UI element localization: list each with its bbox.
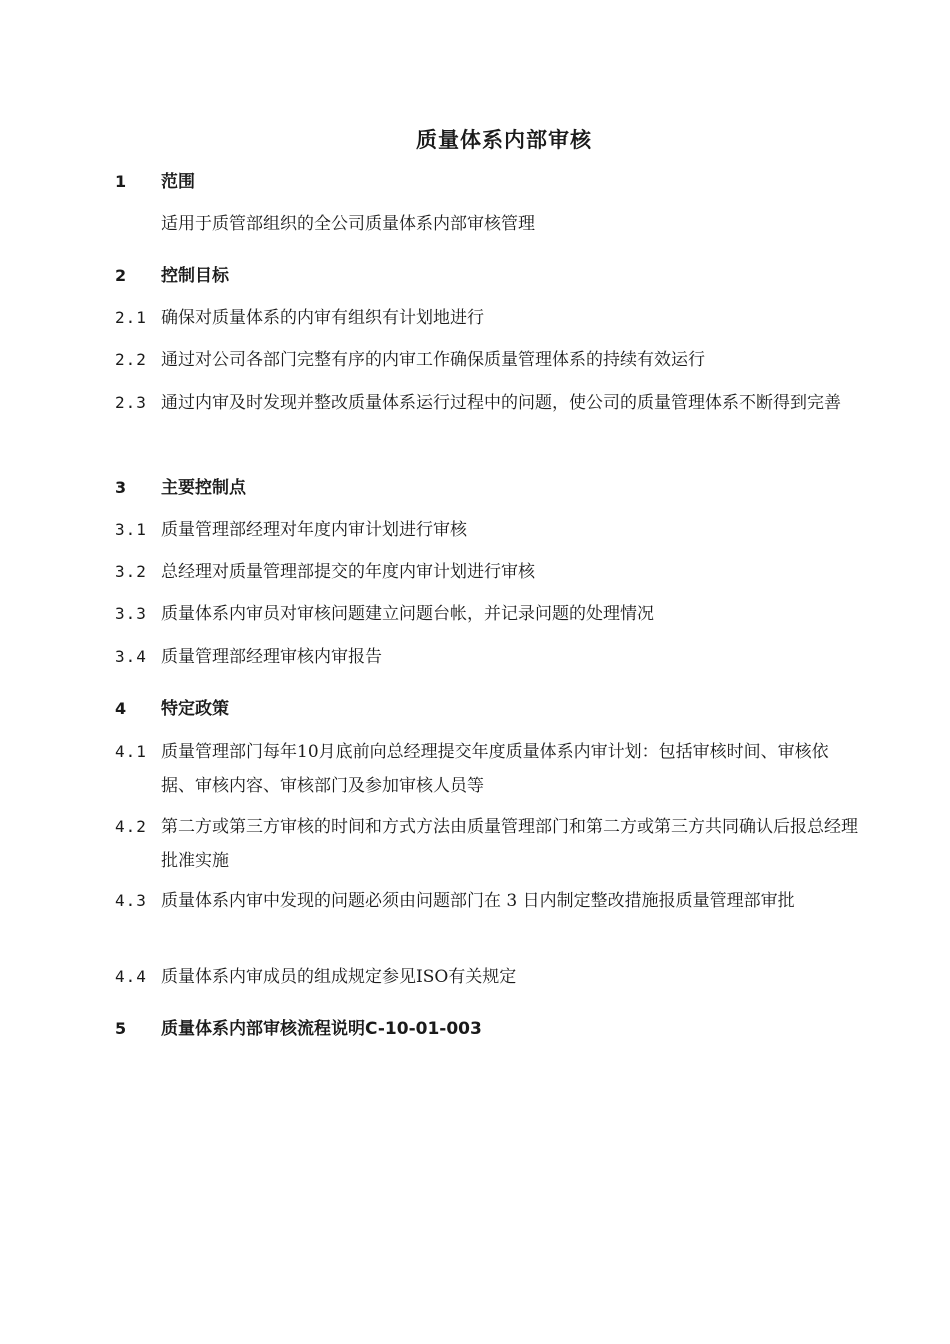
section-number: 2 — [115, 266, 128, 285]
clause-text: 通过对公司各部门完整有序的内审工作确保质量管理体系的持续有效运行 — [161, 350, 705, 370]
clause-text: 通过内审及时发现并整改质量体系运行过程中的问题，使公司的质量管理体系不断得到完善 — [161, 393, 841, 413]
section-title: 质量体系内部审核流程说明C-10-01-003 — [161, 1019, 482, 1039]
clause-number: 3.1 — [115, 520, 147, 539]
clause-number: 4.3 — [115, 891, 147, 910]
clause-number: 2.1 — [115, 308, 147, 327]
paragraph: 适用于质管部组织的全公司质量体系内部审核管理 — [161, 214, 535, 234]
section-title: 主要控制点 — [161, 478, 246, 498]
clause-text: 质量体系内审中发现的问题必须由问题部门在 3 日内制定整改措施报质量管理部审批 — [161, 891, 795, 911]
clause-text: 质量体系内审成员的组成规定参见ISO有关规定 — [161, 967, 517, 987]
section-title: 特定政策 — [161, 699, 229, 719]
clause-number: 4.4 — [115, 967, 147, 986]
clause-text: 第二方或第三方审核的时间和方式方法由质量管理部门和第二方或第三方共同确认后报总经理批准实施 — [161, 817, 858, 871]
section-number: 3 — [115, 478, 128, 497]
clause-number: 2.3 — [115, 393, 147, 412]
page-title: 质量体系内部审核 — [416, 128, 592, 152]
section-title: 控制目标 — [161, 266, 229, 286]
clause-text: 质量管理部经理审核内审报告 — [161, 647, 382, 667]
section-number: 5 — [115, 1019, 128, 1038]
clause-text: 质量管理部经理对年度内审计划进行审核 — [161, 520, 467, 540]
clause-text: 质量管理部门每年10月底前向总经理提交年度质量体系内审计划：包括审核时间、审核依据、审核内容、审核部门及参加审核人员等 — [161, 742, 829, 796]
section-title: 范围 — [161, 172, 195, 192]
clause-text: 质量体系内审员对审核问题建立问题台帐，并记录问题的处理情况 — [161, 604, 654, 624]
clause-text: 确保对质量体系的内审有组织有计划地进行 — [161, 308, 484, 328]
section-number: 1 — [115, 172, 128, 191]
clause-number: 3.3 — [115, 604, 147, 623]
clause-number: 4.2 — [115, 817, 147, 836]
clause-number: 3.2 — [115, 562, 147, 581]
section-number: 4 — [115, 699, 128, 718]
clause-number: 3.4 — [115, 647, 147, 666]
clause-number: 2.2 — [115, 350, 147, 369]
clause-text: 总经理对质量管理部提交的年度内审计划进行审核 — [161, 562, 535, 582]
clause-number: 4.1 — [115, 742, 147, 761]
